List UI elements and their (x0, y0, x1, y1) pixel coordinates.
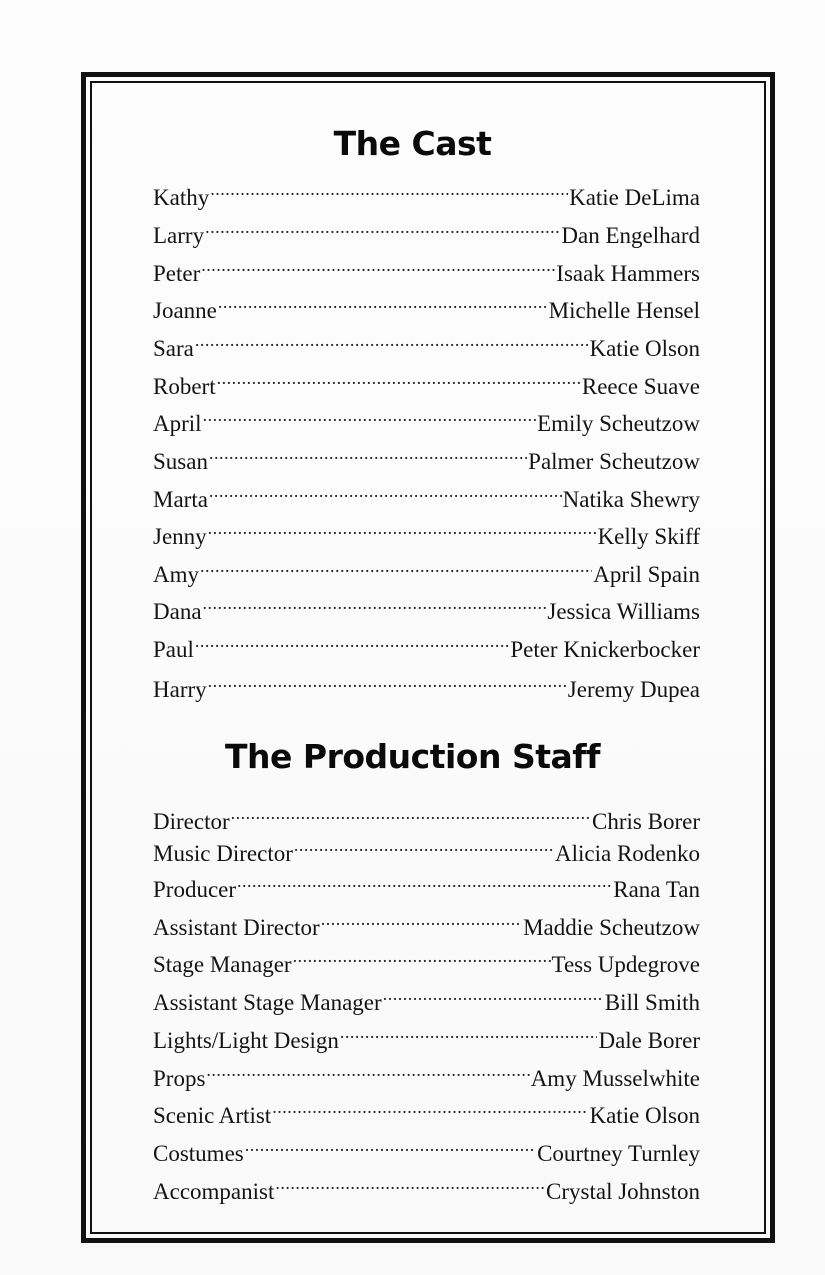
cast-row (153, 621, 700, 662)
cast-person-name: Michelle Hensel (548, 298, 700, 323)
dot-leader (210, 169, 568, 205)
dot-leader (208, 508, 597, 544)
dot-leader (203, 395, 537, 431)
dot-leader (272, 1087, 588, 1123)
cast-person-name: Katie Olson (589, 336, 700, 361)
staff-row (153, 1012, 700, 1053)
dot-leader (340, 1012, 598, 1048)
dot-leader (195, 621, 509, 657)
staff-role: Lights/Light Design (153, 1028, 339, 1053)
cast-row (153, 546, 700, 587)
cast-row (153, 245, 700, 286)
cast-row (153, 508, 700, 549)
dot-leader (208, 661, 567, 697)
cast-role: Larry (153, 223, 205, 248)
dot-leader (293, 936, 551, 972)
staff-person-name: Crystal Johnston (546, 1179, 700, 1204)
staff-role: Costumes (153, 1141, 244, 1166)
cast-role: Joanne (153, 298, 217, 323)
dot-leader (321, 899, 522, 935)
cast-person-name: Reece Suave (581, 374, 700, 399)
cast-row (153, 471, 700, 512)
cast-row (153, 207, 700, 248)
dot-leader (209, 471, 562, 507)
dot-leader (275, 1163, 545, 1199)
cast-heading: The Cast (333, 124, 492, 163)
cast-person-name: Jessica Williams (547, 599, 700, 624)
cast-person-name: Dan Engelhard (561, 223, 700, 248)
cast-role: Robert (153, 374, 216, 399)
cast-person-name: Palmer Scheutzow (528, 449, 700, 474)
cast-role: Peter (153, 261, 201, 286)
staff-row (153, 1087, 700, 1128)
cast-role: Paul (153, 637, 194, 662)
dot-leader (245, 1125, 536, 1161)
staff-row (153, 899, 700, 940)
cast-person-name: Peter Knickerbocker (510, 637, 700, 662)
staff-person-name: Amy Musselwhite (530, 1066, 700, 1091)
cast-role: Harry (153, 677, 207, 702)
staff-person-name: Katie Olson (589, 1103, 700, 1128)
cast-person-name: Isaak Hammers (556, 261, 700, 286)
dot-leader (383, 974, 604, 1010)
staff-role: Music Director (153, 841, 293, 866)
cast-row (153, 282, 700, 323)
staff-row (153, 793, 700, 834)
cast-row (153, 395, 700, 436)
staff-role: Stage Manager (153, 952, 292, 977)
dot-leader (294, 825, 554, 861)
dot-leader (205, 207, 560, 243)
staff-row (153, 1050, 700, 1091)
cast-role: Dana (153, 599, 202, 624)
staff-role: Producer (153, 877, 237, 902)
cast-row (153, 169, 700, 210)
staff-person-name: Tess Updegrove (551, 952, 700, 977)
dot-leader (201, 245, 555, 281)
cast-role: Kathy (153, 185, 210, 210)
staff-person-name: Alicia Rodenko (555, 841, 700, 866)
cast-person-name: Emily Scheutzow (537, 411, 700, 436)
dot-leader (217, 358, 581, 394)
staff-role: Director (153, 809, 230, 834)
cast-row (153, 358, 700, 399)
staff-person-name: Rana Tan (613, 877, 700, 902)
staff-role: Assistant Director (153, 915, 320, 940)
staff-person-name: Dale Borer (598, 1028, 700, 1053)
cast-role: Amy (153, 562, 199, 587)
staff-role: Assistant Stage Manager (153, 990, 382, 1015)
dot-leader (218, 282, 548, 318)
staff-row (153, 974, 700, 1015)
cast-person-name: Natika Shewry (562, 487, 700, 512)
cast-person-name: April Spain (593, 562, 700, 587)
cast-row (153, 433, 700, 474)
staff-row (153, 1163, 700, 1204)
cast-role: Jenny (153, 524, 207, 549)
dot-leader (203, 583, 547, 619)
staff-person-name: Maddie Scheutzow (523, 915, 700, 940)
staff-role: Props (153, 1066, 206, 1091)
cast-person-name: Katie DeLima (569, 185, 700, 210)
dot-leader (206, 1050, 529, 1086)
production-staff-heading: The Production Staff (225, 737, 600, 776)
cast-person-name: Jeremy Dupea (567, 677, 700, 702)
cast-row (153, 320, 700, 361)
cast-role: Marta (153, 487, 208, 512)
dot-leader (237, 861, 612, 897)
staff-row (153, 936, 700, 977)
cast-row (153, 583, 700, 624)
dot-leader (195, 320, 589, 356)
cast-row (153, 661, 700, 702)
staff-person-name: Courtney Turnley (537, 1141, 700, 1166)
staff-row (153, 1125, 700, 1166)
staff-role: Accompanist (153, 1179, 275, 1204)
dot-leader (209, 433, 527, 469)
staff-row (153, 825, 700, 866)
cast-person-name: Kelly Skiff (597, 524, 700, 549)
cast-role: Sara (153, 336, 194, 361)
dot-leader (231, 793, 591, 829)
dot-leader (200, 546, 592, 582)
cast-role: April (153, 411, 202, 436)
staff-person-name: Chris Borer (592, 809, 700, 834)
staff-person-name: Bill Smith (604, 990, 700, 1015)
staff-row (153, 861, 700, 902)
staff-role: Scenic Artist (153, 1103, 272, 1128)
cast-role: Susan (153, 449, 208, 474)
